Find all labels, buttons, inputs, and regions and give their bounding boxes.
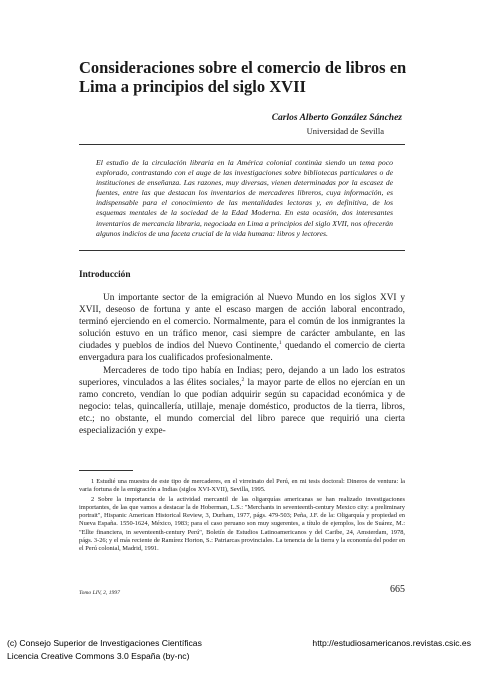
body-paragraph: Un importante sector de la emigración al Nuevo Mundo en los siglos XVI y XVII, deseoso de fortuna y ante el escaso margen de acción laboral encontrado, terminó ejerciendo en el comercio. Normalmente, para el común de los inmigrantes la solución estuvo en un tráfico menor, casi siempre de carácter ambulante, en las ciudades y pueblos de indios del Nuevo Continente,$^1$ quedando el comercio de cierta envergadura para los cualificados profesionalmente. — [79, 293, 405, 364]
author-name: Carlos Alberto González Sánchez — [271, 113, 402, 123]
footnote-mark: 1 — [278, 340, 282, 347]
copyright-line: (c) Consejo Superior de Investigaciones Científicas — [7, 638, 202, 648]
abstract-bottom-rule — [79, 250, 405, 251]
author-affiliation: Universidad de Sevilla — [306, 126, 384, 136]
footnotes — [79, 478, 405, 555]
source-url-link[interactable]: http://estudiosamericanos.revistas.csic.es — [312, 638, 471, 648]
body-paragraph: Mercaderes de todo tipo había en Indias; pero, dejando a un lado los estratos superiores, vinculados a las élites sociales,$^2$ la mayor parte de ellos no ejercían en un ramo concreto, vendían lo que podían adquirir según su capacidad económica y de negocio: telas, quincallería, utillaje, menaje doméstico, productos de la tierra, libros, etc.; no obstante, el mundo comercial del libro parece que requirió una cierta especialización y expe- — [79, 365, 405, 437]
footnote-separator — [79, 470, 133, 471]
license-footer — [0, 638, 482, 668]
section-heading: Introducción — [79, 270, 131, 280]
footnote: 2 Sobre la importancia de la actividad mercantil de las oligarquías americanas se han realizado investigaciones importantes, de las que vamos a destacar la de Hoberman, L.S.: "Merchants in seventeenth-century Mexico city: a preliminary portrait", Hispanic American Historical Review, 3, Durham, 1977, págs. 479-503; Peña, J.F. de la: Oligarquía y propiedad en Nueva España. 1550-1624, México, 1983; para el caso peruano son muy sugerentes, a título de ejemplos, los de Suárez, M.: "Ellte financiera, in seventeenth-century Perú", Boletín de Estudios Latinoamericanos y del Caribe, 24, Amsterdam, 1978, págs. 3-26; y el más reciente de Ramírez Horton, S.: Patriarcas provinciales. La tenencia de la tierra y la economía del poder en el Perú colonial, Madrid, 1991. — [79, 495, 405, 553]
page-number: 665 — [390, 584, 405, 595]
body-text — [79, 292, 405, 437]
license-line: Licencia Creative Commons 3.0 España (by-nc) — [7, 651, 190, 661]
footnote: 1 Estudié una muestra de este tipo de mercaderes, en el virreinato del Perú, en mi tesis doctoral: Dineros de ventura: la varia fortuna de la emigración a Indias (siglos XVI-XVII), Sevilla, 1995. — [79, 478, 405, 494]
journal-reference: Tomo LIV, 2, 1997 — [79, 590, 120, 596]
abstract: El estudio de la circulación libraria en la América colonial continúa siendo un tema poco explorado, contrastando con el auge de las investigaciones sobre bibliotecas particulares o de instituciones de enseñanza. Las razones, muy diversas, vienen determinadas por la escasez de fuentes, entre las que destacan los inventarios de mercaderes libreros, cuya información, es indispensable para el conocimiento de las mentalidades lectoras y, en definitiva, de los esquemas mentales de la sociedad de la Edad Moderna. En esta ocasión, dos interesantes inventarios de mercancía libraria, negociada en Lima a principios del siglo XVII, nos ofrecerán algunos indicios de una faceta crucial de la vida humana: libros y lectores. — [96, 158, 393, 238]
abstract-top-rule — [79, 144, 405, 145]
article-title: Consideraciones sobre el comercio de libros en Lima a principios del siglo XVII — [79, 58, 407, 96]
footnote-mark: 2 — [241, 376, 245, 383]
